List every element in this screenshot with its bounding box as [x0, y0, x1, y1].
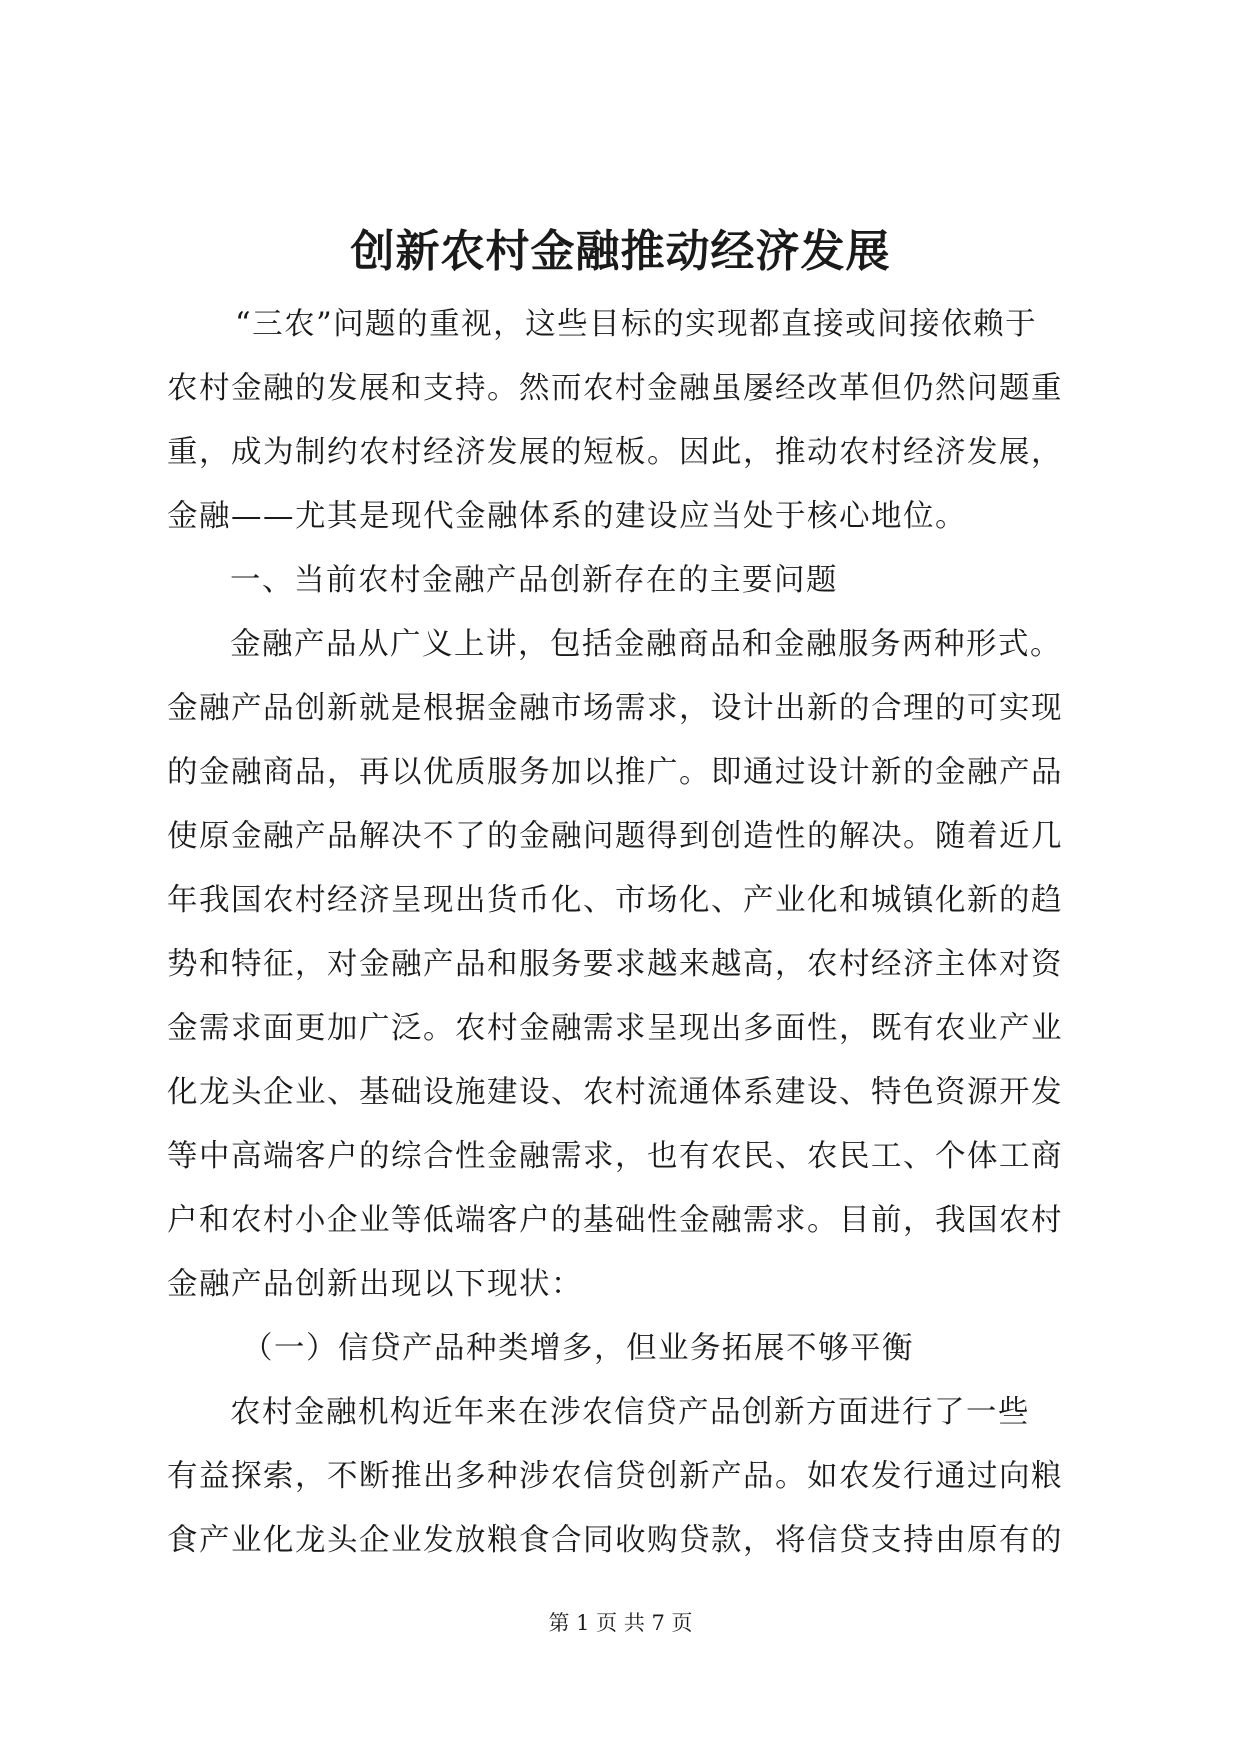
paragraph-line: 年我国农村经济呈现出货币化、市场化、产业化和城镇化新的趋 [167, 883, 1063, 918]
paragraph-line: 农村金融的发展和支持。然而农村金融虽屡经改革但仍然问题重 [167, 371, 1063, 406]
document-body [167, 293, 1079, 1573]
paragraph-line: 等中高端客户的综合性金融需求，也有农民、农民工、个体工商 [167, 1139, 1063, 1174]
document-title: 创新农村金融推动经济发展 [350, 226, 891, 277]
paragraph-line: “三农”问题的重视，这些目标的实现都直接或间接依赖于 [235, 307, 1038, 342]
paragraph-line: 使原金融产品解决不了的金融问题得到创造性的解决。随着近几 [167, 819, 1063, 854]
page-footer: 第 1 页 共 7 页 [548, 1611, 693, 1635]
paragraph-line: 食产业化龙头企业发放粮食合同收购贷款，将信贷支持由原有的 [167, 1523, 1063, 1558]
paragraph-line: 有益探索，不断推出多种涉农信贷创新产品。如农发行通过向粮 [167, 1459, 1063, 1494]
paragraph-line: 金融——尤其是现代金融体系的建设应当处于核心地位。 [167, 499, 967, 534]
paragraph-line: 化龙头企业、基础设施建设、农村流通体系建设、特色资源开发 [167, 1075, 1063, 1110]
section-heading: 一、当前农村金融产品创新存在的主要问题 [230, 563, 838, 598]
paragraph-line: 户和农村小企业等低端客户的基础性金融需求。目前，我国农村 [167, 1203, 1063, 1238]
paragraph-line: 的金融商品，再以优质服务加以推广。即通过设计新的金融产品 [167, 755, 1063, 790]
paragraph-line: 势和特征，对金融产品和服务要求越来越高，农村经济主体对资 [167, 947, 1063, 982]
paragraph-line: 重，成为制约农村经济发展的短板。因此，推动农村经济发展， [167, 435, 1063, 470]
paragraph-line: 金融产品创新就是根据金融市场需求，设计出新的合理的可实现 [167, 691, 1063, 726]
subsection-heading: （一）信贷产品种类增多，但业务拓展不够平衡 [242, 1331, 914, 1366]
paragraph-line: 金融产品创新出现以下现状： [167, 1267, 583, 1302]
paragraph-line: 农村金融机构近年来在涉农信贷产品创新方面进行了一些 [230, 1395, 1030, 1430]
paragraph-line: 金融产品从广义上讲，包括金融商品和金融服务两种形式。 [230, 627, 1062, 662]
paragraph-line: 金需求面更加广泛。农村金融需求呈现出多面性，既有农业产业 [167, 1011, 1063, 1046]
